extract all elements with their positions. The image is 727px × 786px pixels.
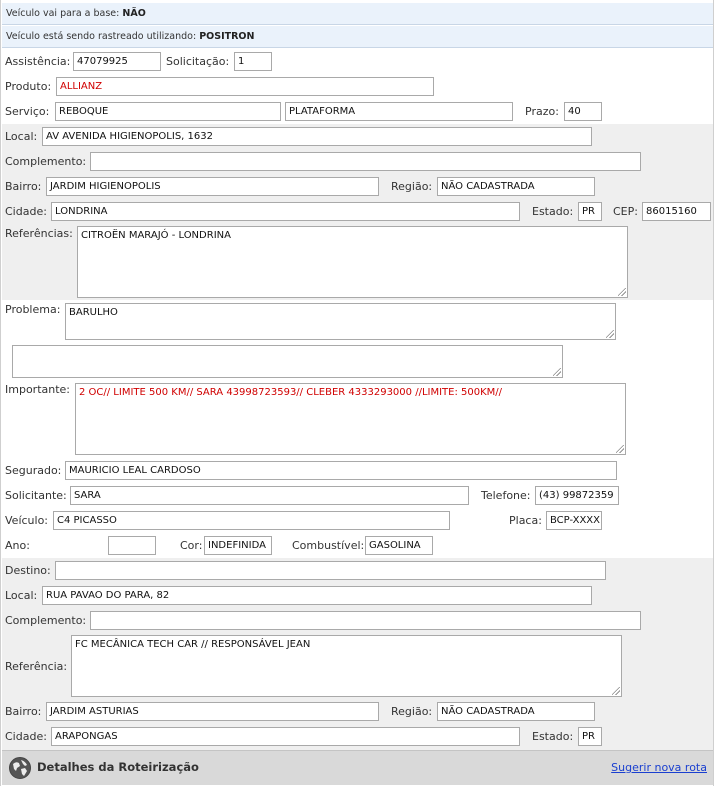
prazo-label: Prazo: (525, 105, 559, 118)
assistencia-field[interactable]: 47079925 (73, 52, 161, 71)
destino-bairro-label: Bairro: (5, 705, 42, 718)
tracking-info-value: POSITRON (199, 31, 255, 42)
resize-grip-icon[interactable] (616, 445, 624, 453)
suggest-new-route-link[interactable]: Sugerir nova rota (611, 761, 707, 774)
bairro-label: Bairro: (5, 180, 42, 193)
importante-text: 2 OC// LIMITE 500 KM// SARA 43998723593// CLEBER 4333293000 //LIMITE: 500KM// (79, 387, 503, 398)
local-label: Local: (5, 130, 38, 143)
produto-field[interactable]: ALLIANZ (56, 77, 434, 96)
cidade-label: Cidade: (5, 205, 47, 218)
destino-cidade-label: Cidade: (5, 730, 47, 743)
telefone-field[interactable]: (43) 99872359 (535, 486, 619, 505)
destino-referencia-label: Referência: (5, 660, 68, 673)
regiao-field[interactable]: NÃO CADASTRADA (437, 177, 595, 196)
tracking-info-label: Veículo está sendo rastreado utilizando: (6, 31, 197, 42)
destino-label: Destino: (5, 564, 51, 577)
solicitante-field[interactable]: SARA (70, 486, 469, 505)
destino-referencia-text: FC MECÂNICA TECH CAR // RESPONSÁVEL JEAN (75, 639, 311, 650)
destino-complemento-field[interactable] (90, 611, 641, 630)
referencias-text: CITROËN MARAJÓ - LONDRINA (81, 230, 231, 241)
destino-estado-field[interactable]: PR (578, 727, 602, 746)
destino-field[interactable] (55, 561, 606, 580)
importante-textarea[interactable] (75, 383, 626, 455)
destino-local-field[interactable]: RUA PAVAO DO PARA, 82 (42, 586, 592, 605)
destino-cidade-field[interactable]: ARAPONGAS (51, 727, 520, 746)
veiculo-field[interactable]: C4 PICASSO (53, 511, 450, 530)
destino-regiao-label: Região: (391, 705, 433, 718)
regiao-label: Região: (391, 180, 433, 193)
veiculo-label: Veículo: (5, 514, 49, 527)
destino-local-label: Local: (5, 589, 38, 602)
resize-grip-icon[interactable] (606, 330, 614, 338)
destino-referencia-textarea[interactable] (71, 635, 622, 697)
problema-textarea[interactable] (65, 303, 616, 340)
ano-field[interactable] (108, 536, 156, 555)
cidade-field[interactable]: LONDRINA (51, 202, 520, 221)
segurado-label: Segurado: (5, 464, 62, 477)
ano-label: Ano: (5, 539, 30, 552)
placa-label: Placa: (509, 514, 542, 527)
combustivel-field[interactable]: GASOLINA (365, 536, 433, 555)
problema-text: BARULHO (69, 307, 118, 318)
complemento-label: Complemento: (5, 155, 87, 168)
estado-label: Estado: (532, 205, 574, 218)
telefone-label: Telefone: (481, 489, 531, 502)
destino-complemento-label: Complemento: (5, 614, 87, 627)
cor-label: Cor: (180, 539, 203, 552)
produto-label: Produto: (5, 80, 52, 93)
estado-field[interactable]: PR (578, 202, 602, 221)
cep-label: CEP: (613, 205, 638, 218)
base-info-label: Veículo vai para a base: (6, 8, 120, 19)
globe-icon (8, 756, 32, 780)
cor-field[interactable]: INDEFINIDA (204, 536, 272, 555)
problema-label: Problema: (5, 303, 61, 316)
importante-label: Importante: (5, 383, 71, 396)
problema-extra-textarea[interactable] (12, 345, 563, 378)
segurado-field[interactable]: MAURICIO LEAL CARDOSO (65, 461, 617, 480)
bairro-field[interactable]: JARDIM HIGIENOPOLIS (46, 177, 379, 196)
prazo-field[interactable]: 40 (564, 102, 602, 121)
tracking-info-bar (2, 26, 713, 48)
servico-field[interactable]: REBOQUE (55, 102, 281, 121)
resize-grip-icon[interactable] (553, 368, 561, 376)
solicitacao-label: Solicitação: (166, 55, 230, 68)
referencias-label: Referências: (5, 227, 73, 240)
cep-field[interactable]: 86015160 (642, 202, 711, 221)
routing-details-bar (2, 750, 713, 785)
destino-bairro-field[interactable]: JARDIM ASTURIAS (46, 702, 379, 721)
referencias-textarea[interactable] (77, 226, 628, 298)
routing-details-title: Detalhes da Roteirização (37, 760, 199, 774)
complemento-field[interactable] (90, 152, 641, 171)
resize-grip-icon[interactable] (618, 288, 626, 296)
combustivel-label: Combustível: (292, 539, 365, 552)
assistencia-label: Assistência: (5, 55, 71, 68)
solicitante-label: Solicitante: (5, 489, 67, 502)
placa-field[interactable]: BCP-XXXX (546, 511, 602, 530)
base-info-bar (2, 3, 713, 25)
destino-estado-label: Estado: (532, 730, 574, 743)
resize-grip-icon[interactable] (612, 687, 620, 695)
base-info-value: NÃO (122, 8, 146, 19)
servico-tipo-field[interactable]: PLATAFORMA (285, 102, 513, 121)
destino-regiao-field[interactable]: NÃO CADASTRADA (437, 702, 595, 721)
solicitacao-field[interactable]: 1 (234, 52, 272, 71)
servico-label: Serviço: (5, 105, 50, 118)
local-field[interactable]: AV AVENIDA HIGIENOPOLIS, 1632 (42, 127, 592, 146)
